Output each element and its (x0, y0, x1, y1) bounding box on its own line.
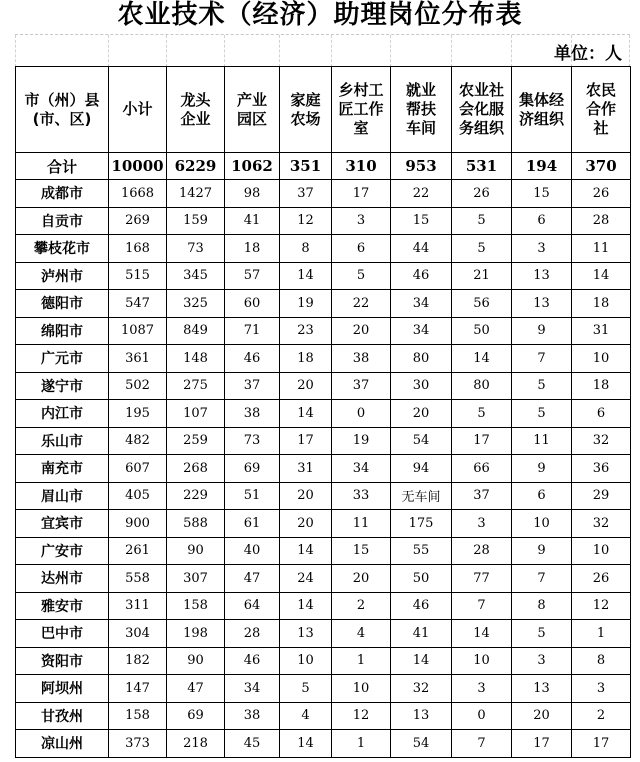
cell-leading-enterprise: 47 (167, 675, 225, 703)
cell-craftsman-studio: 0 (332, 400, 391, 428)
cell-craftsman-studio: 12 (332, 702, 391, 730)
header-subtotal: 小计 (109, 67, 167, 153)
cell-region: 资阳市 (16, 647, 109, 675)
cell-employment-workshop: 14 (391, 647, 452, 675)
cell-region: 泸州市 (16, 262, 109, 290)
cell-family-farm: 31 (280, 455, 332, 483)
cell-collective-economy: 3 (512, 235, 572, 263)
table-row (16, 400, 631, 428)
cell-collective-economy: 13 (512, 290, 572, 318)
cell-employment-workshop: 54 (391, 427, 452, 455)
cell-ag-service-org: 26 (452, 180, 512, 208)
cell-leading-enterprise: 325 (167, 290, 225, 318)
cell-collective-economy: 5 (512, 620, 572, 648)
cell-ag-service-org: 3 (452, 510, 512, 538)
table-row (16, 262, 631, 290)
cell-farmer-cooperative: 1 (572, 620, 631, 648)
cell-industrial-park: 98 (225, 180, 280, 208)
table-row (16, 537, 631, 565)
cell-family-farm: 20 (280, 372, 332, 400)
cell-subtotal: 147 (109, 675, 167, 703)
header-leading-enterprise: 龙头企业 (167, 67, 225, 153)
cell-leading-enterprise: 198 (167, 620, 225, 648)
cell-farmer-cooperative: 26 (572, 565, 631, 593)
cell-ag-service-org: 21 (452, 262, 512, 290)
cell-farmer-cooperative: 370 (572, 153, 631, 180)
header-region: 市（州）县(市、区) (16, 67, 109, 153)
cell-ag-service-org: 17 (452, 427, 512, 455)
cell-subtotal: 304 (109, 620, 167, 648)
cell-farmer-cooperative: 2 (572, 702, 631, 730)
cell-subtotal: 1087 (109, 317, 167, 345)
cell-leading-enterprise: 268 (167, 455, 225, 483)
header-craftsman-studio: 乡村工匠工作室 (332, 67, 391, 153)
cell-subtotal: 482 (109, 427, 167, 455)
cell-farmer-cooperative: 36 (572, 455, 631, 483)
cell-region: 雅安市 (16, 592, 109, 620)
total-row (16, 153, 631, 180)
cell-collective-economy: 3 (512, 647, 572, 675)
cell-industrial-park: 40 (225, 537, 280, 565)
table-row (16, 372, 631, 400)
cell-ag-service-org: 10 (452, 647, 512, 675)
cell-region: 南充市 (16, 455, 109, 483)
cell-industrial-park: 47 (225, 565, 280, 593)
cell-collective-economy: 10 (512, 510, 572, 538)
cell-farmer-cooperative: 32 (572, 427, 631, 455)
cell-craftsman-studio: 37 (332, 372, 391, 400)
cell-industrial-park: 57 (225, 262, 280, 290)
cell-leading-enterprise: 6229 (167, 153, 225, 180)
cell-craftsman-studio: 1 (332, 647, 391, 675)
cell-employment-workshop: 32 (391, 675, 452, 703)
cell-family-farm: 13 (280, 620, 332, 648)
cell-subtotal: 502 (109, 372, 167, 400)
cell-collective-economy: 6 (512, 482, 572, 510)
cell-subtotal: 405 (109, 482, 167, 510)
cell-ag-service-org: 37 (452, 482, 512, 510)
table-row (16, 510, 631, 538)
cell-family-farm: 24 (280, 565, 332, 593)
cell-leading-enterprise: 229 (167, 482, 225, 510)
cell-collective-economy: 9 (512, 537, 572, 565)
table-row (16, 730, 631, 758)
cell-region: 凉山州 (16, 730, 109, 758)
cell-family-farm: 12 (280, 207, 332, 235)
cell-family-farm: 20 (280, 510, 332, 538)
cell-subtotal: 10000 (109, 153, 167, 180)
cell-region: 德阳市 (16, 290, 109, 318)
cell-family-farm: 10 (280, 647, 332, 675)
table-row (16, 180, 631, 208)
cell-family-farm: 20 (280, 482, 332, 510)
cell-employment-workshop: 54 (391, 730, 452, 758)
table-row (16, 482, 631, 510)
distribution-table (15, 66, 631, 758)
cell-employment-workshop: 41 (391, 620, 452, 648)
cell-farmer-cooperative: 29 (572, 482, 631, 510)
cell-family-farm: 23 (280, 317, 332, 345)
cell-leading-enterprise: 69 (167, 702, 225, 730)
cell-collective-economy: 6 (512, 207, 572, 235)
cell-leading-enterprise: 148 (167, 345, 225, 373)
cell-ag-service-org: 7 (452, 730, 512, 758)
spreadsheet-gridlines (15, 34, 630, 67)
cell-farmer-cooperative: 31 (572, 317, 631, 345)
cell-region: 广安市 (16, 537, 109, 565)
cell-family-farm: 37 (280, 180, 332, 208)
cell-employment-workshop: 13 (391, 702, 452, 730)
cell-family-farm: 19 (280, 290, 332, 318)
cell-industrial-park: 37 (225, 372, 280, 400)
cell-farmer-cooperative: 32 (572, 510, 631, 538)
cell-employment-workshop: 22 (391, 180, 452, 208)
cell-farmer-cooperative: 18 (572, 372, 631, 400)
cell-craftsman-studio: 2 (332, 592, 391, 620)
cell-subtotal: 158 (109, 702, 167, 730)
cell-region: 合计 (16, 153, 109, 180)
cell-employment-workshop: 无车间 (391, 482, 452, 510)
cell-industrial-park: 46 (225, 345, 280, 373)
cell-industrial-park: 71 (225, 317, 280, 345)
cell-collective-economy: 5 (512, 400, 572, 428)
cell-leading-enterprise: 218 (167, 730, 225, 758)
cell-collective-economy: 7 (512, 565, 572, 593)
table-row (16, 317, 631, 345)
cell-ag-service-org: 5 (452, 207, 512, 235)
cell-ag-service-org: 56 (452, 290, 512, 318)
cell-leading-enterprise: 259 (167, 427, 225, 455)
cell-employment-workshop: 55 (391, 537, 452, 565)
cell-collective-economy: 5 (512, 372, 572, 400)
cell-farmer-cooperative: 26 (572, 180, 631, 208)
cell-collective-economy: 13 (512, 262, 572, 290)
cell-region: 乐山市 (16, 427, 109, 455)
cell-region: 自贡市 (16, 207, 109, 235)
header-farmer-cooperative: 农民合作社 (572, 67, 631, 153)
cell-farmer-cooperative: 10 (572, 345, 631, 373)
header-industrial-park: 产业园区 (225, 67, 280, 153)
cell-industrial-park: 73 (225, 427, 280, 455)
cell-ag-service-org: 7 (452, 592, 512, 620)
cell-farmer-cooperative: 12 (572, 592, 631, 620)
cell-ag-service-org: 28 (452, 537, 512, 565)
cell-leading-enterprise: 588 (167, 510, 225, 538)
table-row (16, 427, 631, 455)
cell-collective-economy: 7 (512, 345, 572, 373)
cell-region: 阿坝州 (16, 675, 109, 703)
cell-subtotal: 182 (109, 647, 167, 675)
cell-subtotal: 361 (109, 345, 167, 373)
cell-ag-service-org: 5 (452, 235, 512, 263)
cell-craftsman-studio: 10 (332, 675, 391, 703)
table-row (16, 290, 631, 318)
page-title: 农业技术（经济）助理岗位分布表 (117, 0, 523, 30)
cell-craftsman-studio: 310 (332, 153, 391, 180)
cell-industrial-park: 64 (225, 592, 280, 620)
cell-ag-service-org: 77 (452, 565, 512, 593)
cell-farmer-cooperative: 3 (572, 675, 631, 703)
cell-leading-enterprise: 307 (167, 565, 225, 593)
cell-craftsman-studio: 33 (332, 482, 391, 510)
cell-employment-workshop: 34 (391, 317, 452, 345)
cell-craftsman-studio: 19 (332, 427, 391, 455)
header-family-farm: 家庭农场 (280, 67, 332, 153)
cell-farmer-cooperative: 11 (572, 235, 631, 263)
table-row (16, 592, 631, 620)
table-row (16, 675, 631, 703)
cell-employment-workshop: 46 (391, 592, 452, 620)
cell-industrial-park: 69 (225, 455, 280, 483)
cell-family-farm: 14 (280, 592, 332, 620)
cell-collective-economy: 17 (512, 730, 572, 758)
cell-region: 眉山市 (16, 482, 109, 510)
cell-collective-economy: 13 (512, 675, 572, 703)
cell-leading-enterprise: 159 (167, 207, 225, 235)
cell-farmer-cooperative: 28 (572, 207, 631, 235)
table-row (16, 207, 631, 235)
cell-craftsman-studio: 5 (332, 262, 391, 290)
cell-farmer-cooperative: 6 (572, 400, 631, 428)
cell-craftsman-studio: 11 (332, 510, 391, 538)
cell-industrial-park: 1062 (225, 153, 280, 180)
table-row (16, 647, 631, 675)
cell-industrial-park: 38 (225, 400, 280, 428)
header-row (16, 67, 631, 153)
unit-label: 单位：人 (554, 44, 622, 64)
cell-ag-service-org: 50 (452, 317, 512, 345)
cell-industrial-park: 51 (225, 482, 280, 510)
cell-collective-economy: 9 (512, 455, 572, 483)
cell-subtotal: 373 (109, 730, 167, 758)
cell-craftsman-studio: 22 (332, 290, 391, 318)
cell-employment-workshop: 34 (391, 290, 452, 318)
cell-craftsman-studio: 20 (332, 317, 391, 345)
cell-subtotal: 547 (109, 290, 167, 318)
cell-leading-enterprise: 1427 (167, 180, 225, 208)
cell-region: 遂宁市 (16, 372, 109, 400)
cell-employment-workshop: 15 (391, 207, 452, 235)
cell-employment-workshop: 80 (391, 345, 452, 373)
cell-farmer-cooperative: 8 (572, 647, 631, 675)
cell-collective-economy: 8 (512, 592, 572, 620)
cell-subtotal: 607 (109, 455, 167, 483)
cell-industrial-park: 34 (225, 675, 280, 703)
cell-subtotal: 900 (109, 510, 167, 538)
table-row (16, 455, 631, 483)
cell-subtotal: 269 (109, 207, 167, 235)
cell-collective-economy: 20 (512, 702, 572, 730)
cell-employment-workshop: 44 (391, 235, 452, 263)
cell-leading-enterprise: 158 (167, 592, 225, 620)
cell-region: 甘孜州 (16, 702, 109, 730)
cell-leading-enterprise: 275 (167, 372, 225, 400)
cell-craftsman-studio: 6 (332, 235, 391, 263)
cell-collective-economy: 194 (512, 153, 572, 180)
cell-region: 广元市 (16, 345, 109, 373)
cell-farmer-cooperative: 18 (572, 290, 631, 318)
cell-region: 达州市 (16, 565, 109, 593)
cell-craftsman-studio: 20 (332, 565, 391, 593)
cell-ag-service-org: 14 (452, 345, 512, 373)
header-collective-economy: 集体经济组织 (512, 67, 572, 153)
cell-industrial-park: 61 (225, 510, 280, 538)
cell-subtotal: 1668 (109, 180, 167, 208)
cell-craftsman-studio: 4 (332, 620, 391, 648)
cell-employment-workshop: 30 (391, 372, 452, 400)
cell-collective-economy: 15 (512, 180, 572, 208)
cell-ag-service-org: 80 (452, 372, 512, 400)
cell-family-farm: 17 (280, 427, 332, 455)
cell-farmer-cooperative: 17 (572, 730, 631, 758)
cell-family-farm: 8 (280, 235, 332, 263)
cell-leading-enterprise: 90 (167, 537, 225, 565)
cell-craftsman-studio: 34 (332, 455, 391, 483)
cell-leading-enterprise: 849 (167, 317, 225, 345)
cell-employment-workshop: 50 (391, 565, 452, 593)
cell-industrial-park: 18 (225, 235, 280, 263)
cell-family-farm: 14 (280, 400, 332, 428)
cell-industrial-park: 46 (225, 647, 280, 675)
header-ag-service-org: 农业社会化服务组织 (452, 67, 512, 153)
cell-subtotal: 261 (109, 537, 167, 565)
cell-industrial-park: 41 (225, 207, 280, 235)
cell-leading-enterprise: 107 (167, 400, 225, 428)
cell-craftsman-studio: 1 (332, 730, 391, 758)
cell-employment-workshop: 20 (391, 400, 452, 428)
cell-ag-service-org: 531 (452, 153, 512, 180)
cell-subtotal: 515 (109, 262, 167, 290)
cell-ag-service-org: 14 (452, 620, 512, 648)
cell-ag-service-org: 5 (452, 400, 512, 428)
cell-leading-enterprise: 345 (167, 262, 225, 290)
cell-craftsman-studio: 15 (332, 537, 391, 565)
cell-farmer-cooperative: 14 (572, 262, 631, 290)
cell-family-farm: 14 (280, 730, 332, 758)
table-row (16, 702, 631, 730)
cell-employment-workshop: 953 (391, 153, 452, 180)
cell-industrial-park: 38 (225, 702, 280, 730)
cell-family-farm: 18 (280, 345, 332, 373)
cell-collective-economy: 11 (512, 427, 572, 455)
cell-craftsman-studio: 38 (332, 345, 391, 373)
cell-subtotal: 168 (109, 235, 167, 263)
cell-ag-service-org: 3 (452, 675, 512, 703)
cell-family-farm: 14 (280, 262, 332, 290)
cell-employment-workshop: 94 (391, 455, 452, 483)
cell-employment-workshop: 46 (391, 262, 452, 290)
table-row (16, 620, 631, 648)
cell-industrial-park: 45 (225, 730, 280, 758)
cell-region: 巴中市 (16, 620, 109, 648)
cell-leading-enterprise: 73 (167, 235, 225, 263)
cell-subtotal: 195 (109, 400, 167, 428)
cell-subtotal: 558 (109, 565, 167, 593)
cell-family-farm: 5 (280, 675, 332, 703)
cell-family-farm: 14 (280, 537, 332, 565)
cell-region: 成都市 (16, 180, 109, 208)
cell-region: 宜宾市 (16, 510, 109, 538)
cell-family-farm: 4 (280, 702, 332, 730)
cell-industrial-park: 60 (225, 290, 280, 318)
cell-farmer-cooperative: 10 (572, 537, 631, 565)
table-row (16, 565, 631, 593)
cell-region: 攀枝花市 (16, 235, 109, 263)
table-row (16, 345, 631, 373)
cell-leading-enterprise: 90 (167, 647, 225, 675)
cell-craftsman-studio: 17 (332, 180, 391, 208)
cell-subtotal: 311 (109, 592, 167, 620)
cell-craftsman-studio: 3 (332, 207, 391, 235)
cell-region: 内江市 (16, 400, 109, 428)
cell-family-farm: 351 (280, 153, 332, 180)
table-row (16, 235, 631, 263)
header-employment-workshop: 就业帮扶车间 (391, 67, 452, 153)
cell-industrial-park: 28 (225, 620, 280, 648)
cell-ag-service-org: 0 (452, 702, 512, 730)
cell-region: 绵阳市 (16, 317, 109, 345)
cell-ag-service-org: 66 (452, 455, 512, 483)
cell-collective-economy: 9 (512, 317, 572, 345)
cell-employment-workshop: 175 (391, 510, 452, 538)
